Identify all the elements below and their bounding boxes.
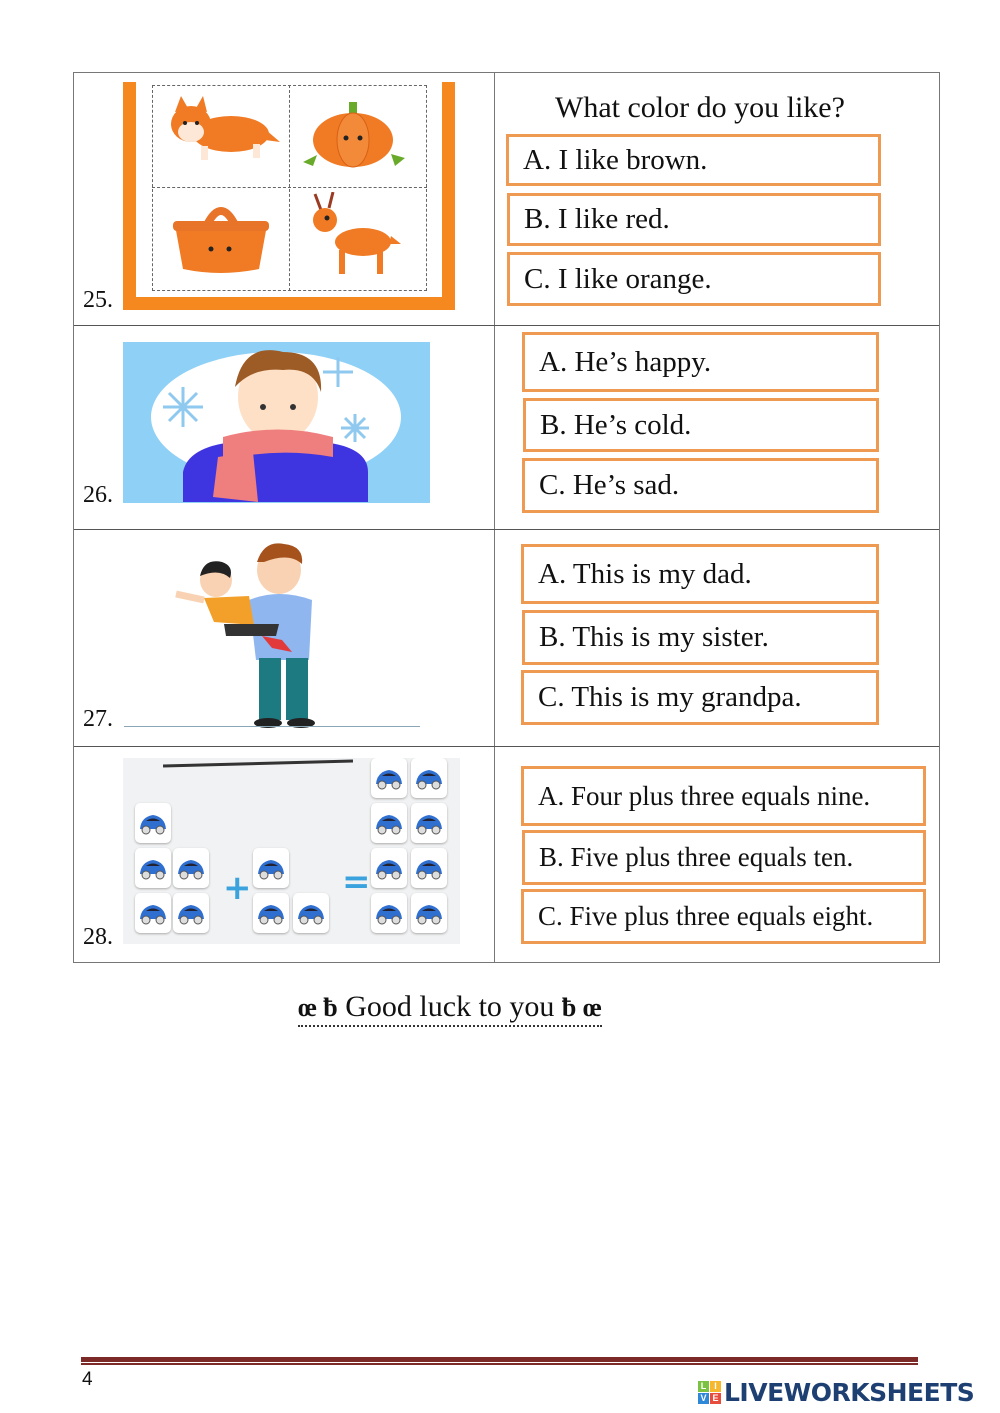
question-26-answer-cell <box>495 326 939 529</box>
question-number: 25. <box>83 287 113 313</box>
car-addition-image <box>123 758 460 944</box>
deer-icon <box>303 192 403 282</box>
footer-rule-thin <box>81 1363 918 1365</box>
question-prompt: What color do you like? <box>555 91 845 124</box>
question-row-27 <box>74 530 939 747</box>
question-number: 27. <box>83 706 113 732</box>
car-icon <box>135 848 171 888</box>
corgi-dog-icon <box>161 96 281 166</box>
question-row-25 <box>74 73 939 326</box>
question-28-answer-cell <box>495 747 939 962</box>
car-icon <box>411 758 447 798</box>
father-and-son-image <box>164 540 364 730</box>
footer-rule <box>81 1357 918 1362</box>
liveworksheets-logo-icon: L I V E <box>698 1381 721 1404</box>
closing-text: Good luck to you <box>345 990 555 1023</box>
question-28-image-cell <box>74 747 495 962</box>
question-25-answer-cell <box>495 73 939 325</box>
question-25-image-cell <box>74 73 495 325</box>
option-a[interactable]: A. Four plus three equals nine. <box>521 766 926 826</box>
car-icon <box>135 803 171 843</box>
liveworksheets-brand[interactable] <box>698 1378 974 1407</box>
option-c[interactable]: C. This is my grandpa. <box>521 670 879 725</box>
pumpkin-icon <box>299 100 409 170</box>
question-table <box>73 72 940 963</box>
option-b[interactable]: B. I like red. <box>507 193 881 246</box>
answer-line <box>124 726 420 727</box>
option-c[interactable]: C. I like orange. <box>507 252 881 306</box>
car-icon <box>411 848 447 888</box>
option-a[interactable]: A. I like brown. <box>506 134 881 186</box>
question-row-28 <box>74 747 939 962</box>
question-number: 28. <box>83 924 113 950</box>
question-27-image-cell <box>74 530 495 746</box>
car-icon <box>371 893 407 933</box>
question-27-answer-cell <box>495 530 939 746</box>
option-b[interactable]: B. He’s cold. <box>523 398 879 452</box>
right-ornament-icon: ƀ œ <box>561 993 602 1022</box>
left-ornament-icon: œ ƀ <box>298 993 338 1022</box>
option-b[interactable]: B. Five plus three equals ten. <box>522 830 926 885</box>
car-icon <box>135 893 171 933</box>
option-a[interactable]: A. This is my dad. <box>521 544 879 604</box>
car-icon <box>371 803 407 843</box>
question-26-image-cell <box>74 326 495 529</box>
car-icon <box>371 848 407 888</box>
equals-sign: = <box>342 862 371 902</box>
option-b[interactable]: B. This is my sister. <box>522 610 879 665</box>
car-icon <box>411 803 447 843</box>
brand-name: LIVEWORKSHEETS <box>724 1378 975 1407</box>
car-icon <box>173 893 209 933</box>
car-icon <box>411 893 447 933</box>
question-row-26 <box>74 326 939 530</box>
car-icon <box>173 848 209 888</box>
page-number: 4 <box>82 1369 93 1390</box>
basket-icon <box>169 197 274 277</box>
orange-items-image <box>123 82 455 310</box>
option-c[interactable]: C. He’s sad. <box>522 458 879 513</box>
car-icon <box>371 758 407 798</box>
plus-sign: + <box>223 868 252 908</box>
closing-message <box>298 990 602 1027</box>
question-number: 26. <box>83 482 113 508</box>
car-icon <box>293 893 329 933</box>
car-icon <box>253 893 289 933</box>
cold-boy-image <box>123 342 430 503</box>
option-a[interactable]: A. He’s happy. <box>522 332 879 392</box>
car-icon <box>253 848 289 888</box>
option-c[interactable]: C. Five plus three equals eight. <box>521 889 926 944</box>
